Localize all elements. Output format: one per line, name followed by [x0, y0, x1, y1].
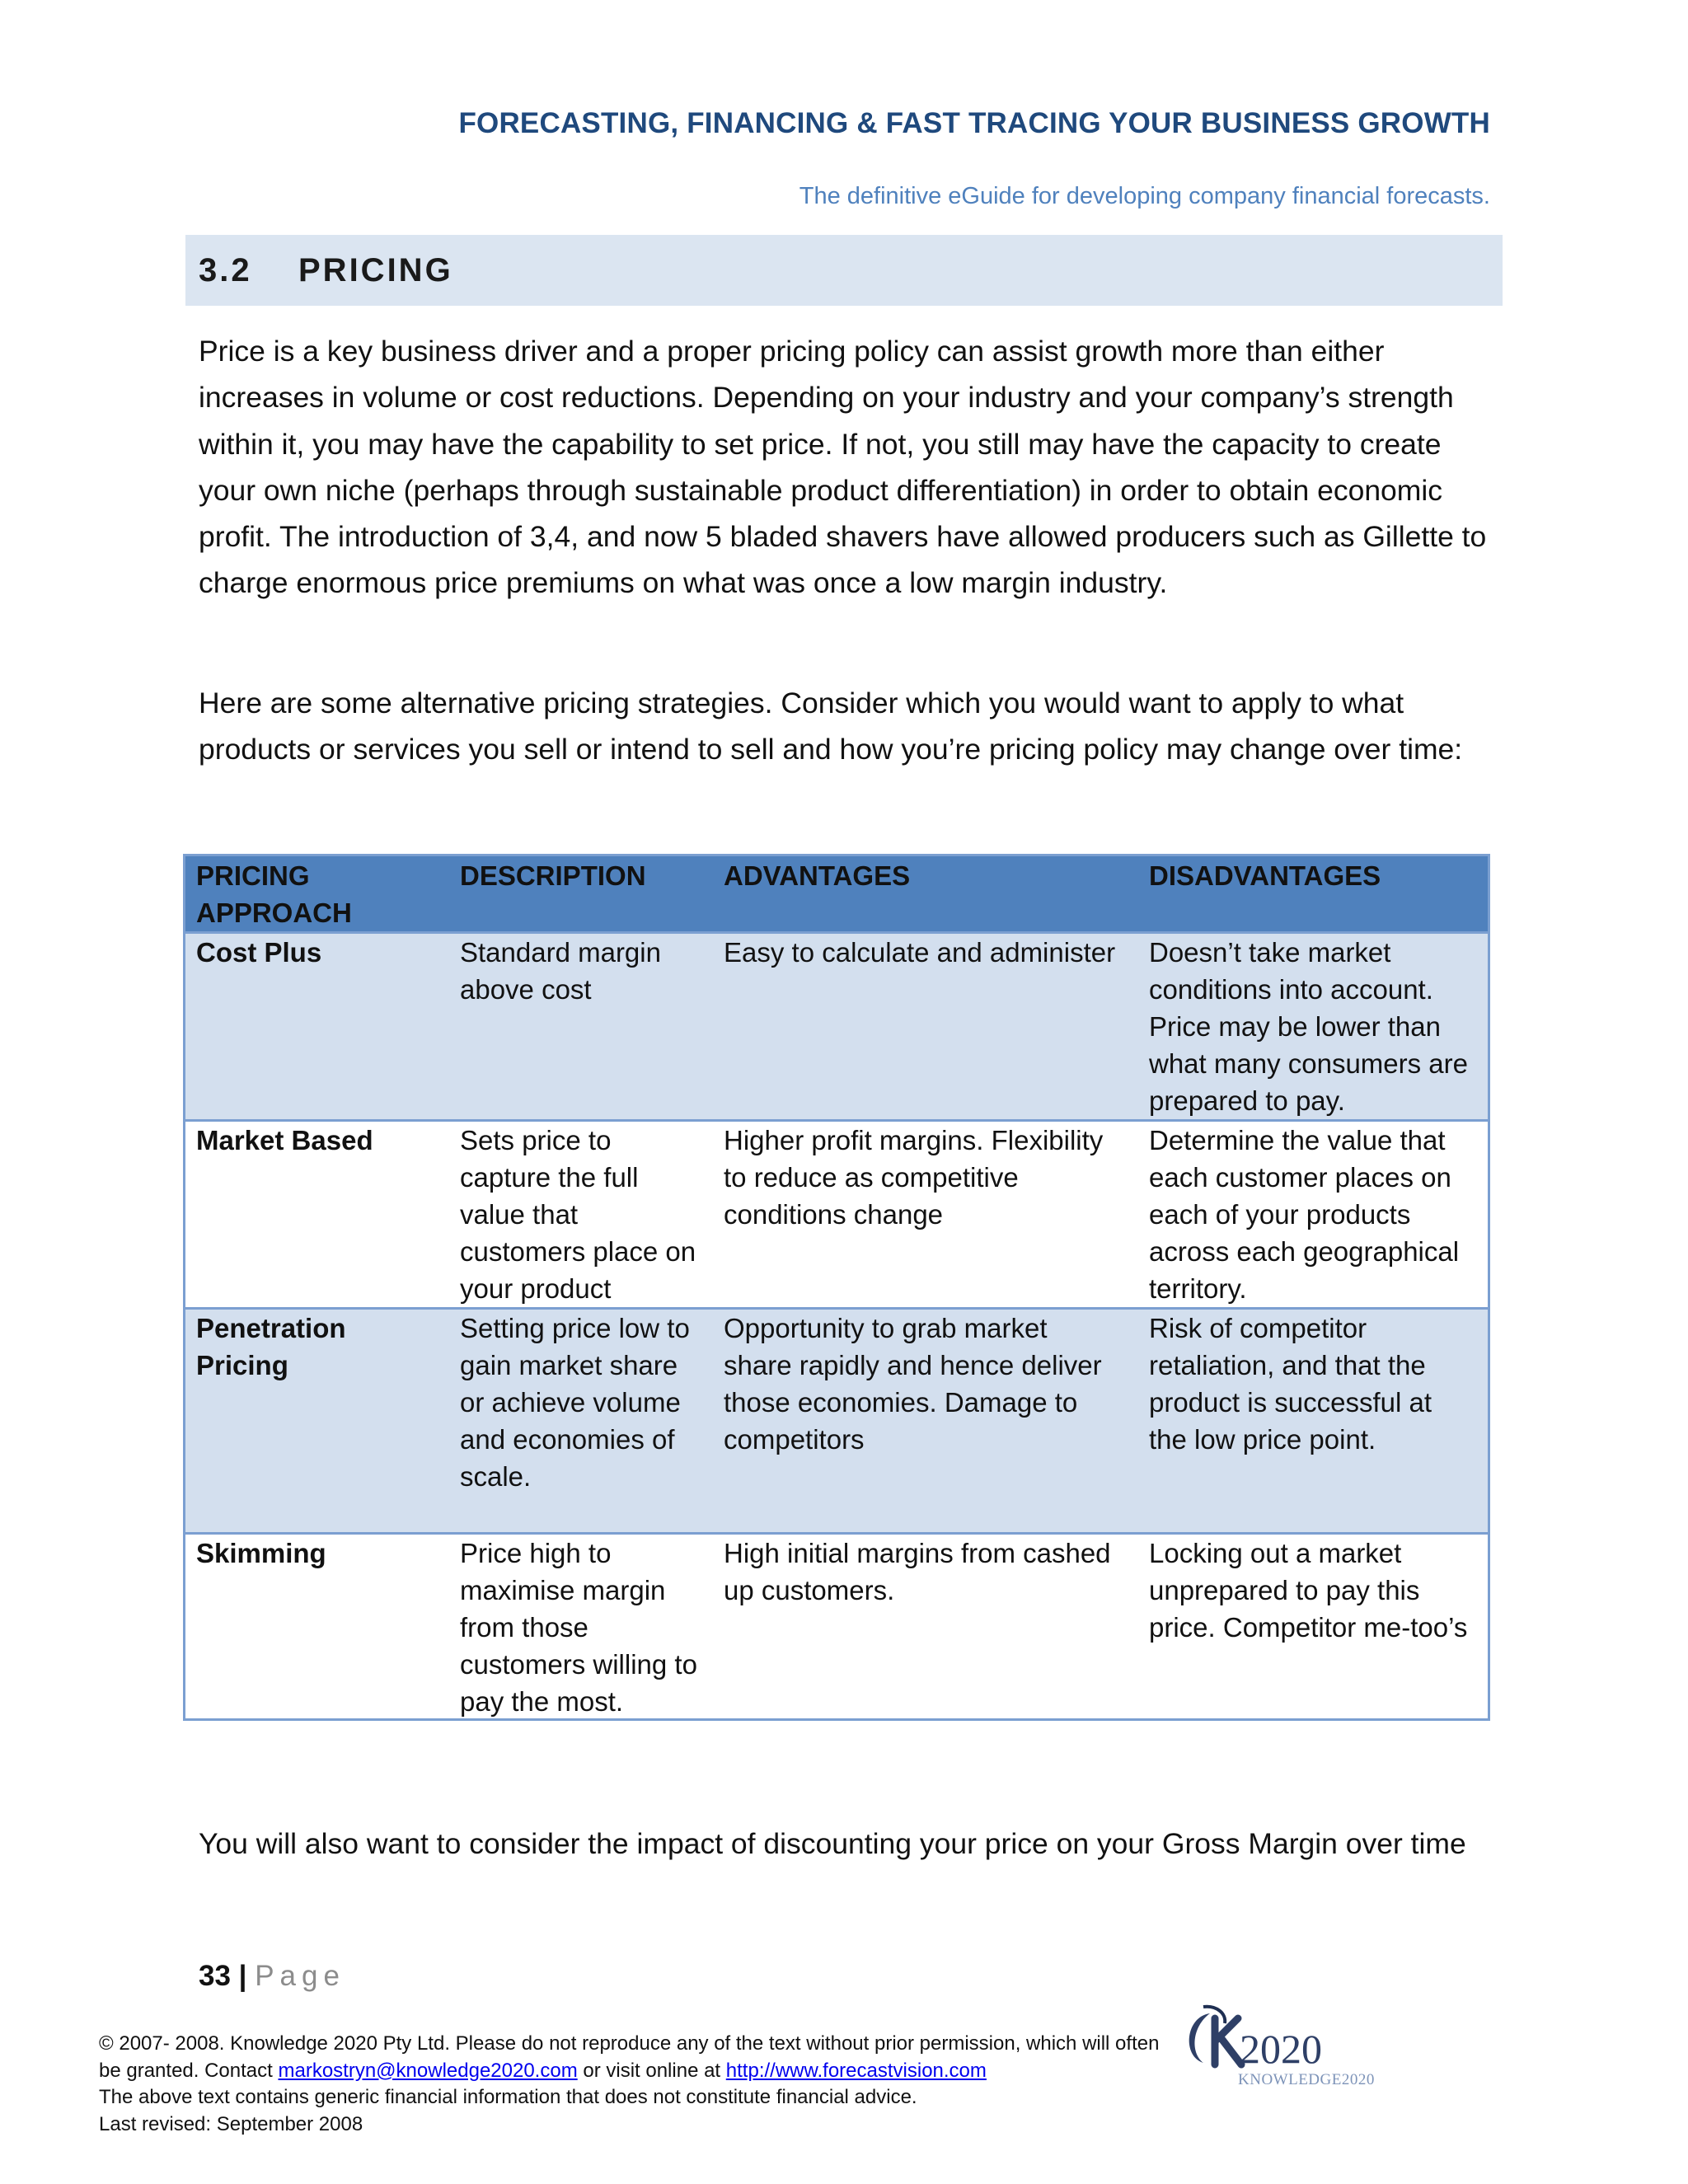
cell-disadvantages: Locking out a market unprepared to pay this price. Competitor me-too’s — [1136, 1534, 1490, 1722]
running-header-subtitle: The definitive eGuide for developing company financial forecasts. — [799, 183, 1490, 209]
footer-text-1: © 2007- 2008. Knowledge 2020 Pty Ltd. Please do not reproduce any of the text without prior permission, which will often be granted. Contact — [99, 2032, 1160, 2082]
intro-paragraph: Price is a key business driver and a proper pricing policy can assist growth more than either increases in volume or cost reductions. Depending on your industry and your company’s strength within it, you may have the capability to set price. If not, you still may have the capacity to create your own niche (perhaps through sustainable product differentiation) in order to obtain economic profit. The introduction of 3,4, and now 5 bladed shavers have allowed producers such as Gillette to charge enormous price premiums on what was once a low margin industry. — [199, 335, 1487, 600]
table-row — [183, 1121, 1490, 1309]
column-header-advantages: ADVANTAGES — [710, 854, 1136, 933]
column-header-approach: PRICING APPROACH — [183, 854, 447, 933]
footer-copyright — [99, 2031, 1162, 2138]
column-header-disadvantages: DISADVANTAGES — [1136, 854, 1490, 933]
cell-advantages: High initial margins from cashed up customers. — [710, 1534, 1136, 1722]
table-row — [183, 1534, 1490, 1722]
logo-wordmark: KNOWLEDGE2020 — [1238, 2071, 1375, 2088]
page-number — [199, 1960, 345, 1993]
footer-disclaimer: The above text contains generic financial information that does not constitute financial advice. — [99, 2086, 917, 2108]
closing-paragraph: You will also want to consider the impact of discounting your price on your Gross Margin over time — [199, 1827, 1466, 1860]
logo-emblem-icon — [1189, 2007, 1241, 2064]
table-row — [183, 1309, 1490, 1534]
section-number: 3.2 — [199, 251, 252, 288]
cell-advantages: Higher profit margins. Flexibility to reduce as competitive conditions change — [710, 1121, 1136, 1309]
cell-approach: Skimming — [183, 1534, 447, 1722]
contact-email-link[interactable]: markostryn@knowledge2020.com — [278, 2059, 578, 2082]
website-link[interactable]: http://www.forecastvision.com — [725, 2059, 987, 2082]
pricing-strategies-table — [183, 854, 1490, 1722]
cell-approach: Cost Plus — [183, 933, 447, 1121]
page-separator: | — [238, 1960, 247, 1992]
table-row — [183, 933, 1490, 1121]
cell-disadvantages: Risk of competitor retaliation, and that the product is successful at the low price point. — [1136, 1309, 1490, 1534]
table-header-row — [183, 854, 1490, 933]
cell-description: Sets price to capture the full value that customers place on your product — [447, 1121, 710, 1309]
cell-disadvantages: Doesn’t take market conditions into account. Price may be lower than what many consumers are prepared to pay. — [1136, 933, 1490, 1121]
logo-number: 2020 — [1240, 2026, 1322, 2072]
running-header-title: FORECASTING, FINANCING & FAST TRACING YOUR BUSINESS GROWTH — [458, 107, 1490, 139]
cell-description: Price high to maximise margin from those customers willing to pay the most. — [447, 1534, 710, 1722]
strategies-paragraph: Here are some alternative pricing strategies. Consider which you would want to apply to what products or services you sell or intend to sell and how you’re pricing policy may change over time: — [199, 687, 1463, 766]
cell-approach: Penetration Pricing — [183, 1309, 447, 1534]
knowledge2020-logo — [1179, 1999, 1426, 2097]
cell-advantages: Easy to calculate and administer — [710, 933, 1136, 1121]
cell-advantages: Opportunity to grab market share rapidly and hence deliver those economies. Damage to competitors — [710, 1309, 1136, 1534]
cell-disadvantages: Determine the value that each customer places on each of your products across each geographical territory. — [1136, 1121, 1490, 1309]
cell-description: Setting price low to gain market share or achieve volume and economies of scale. — [447, 1309, 710, 1534]
footer-text-2: or visit online at — [577, 2059, 726, 2082]
footer-revised: Last revised: September 2008 — [99, 2112, 363, 2135]
page-number-value: 33 — [199, 1960, 231, 1992]
page-label: Page — [255, 1960, 345, 1992]
cell-description: Standard margin above cost — [447, 933, 710, 1121]
cell-approach: Market Based — [183, 1121, 447, 1309]
section-heading — [185, 235, 1503, 306]
section-title: PRICING — [298, 251, 453, 288]
column-header-description: DESCRIPTION — [447, 854, 710, 933]
